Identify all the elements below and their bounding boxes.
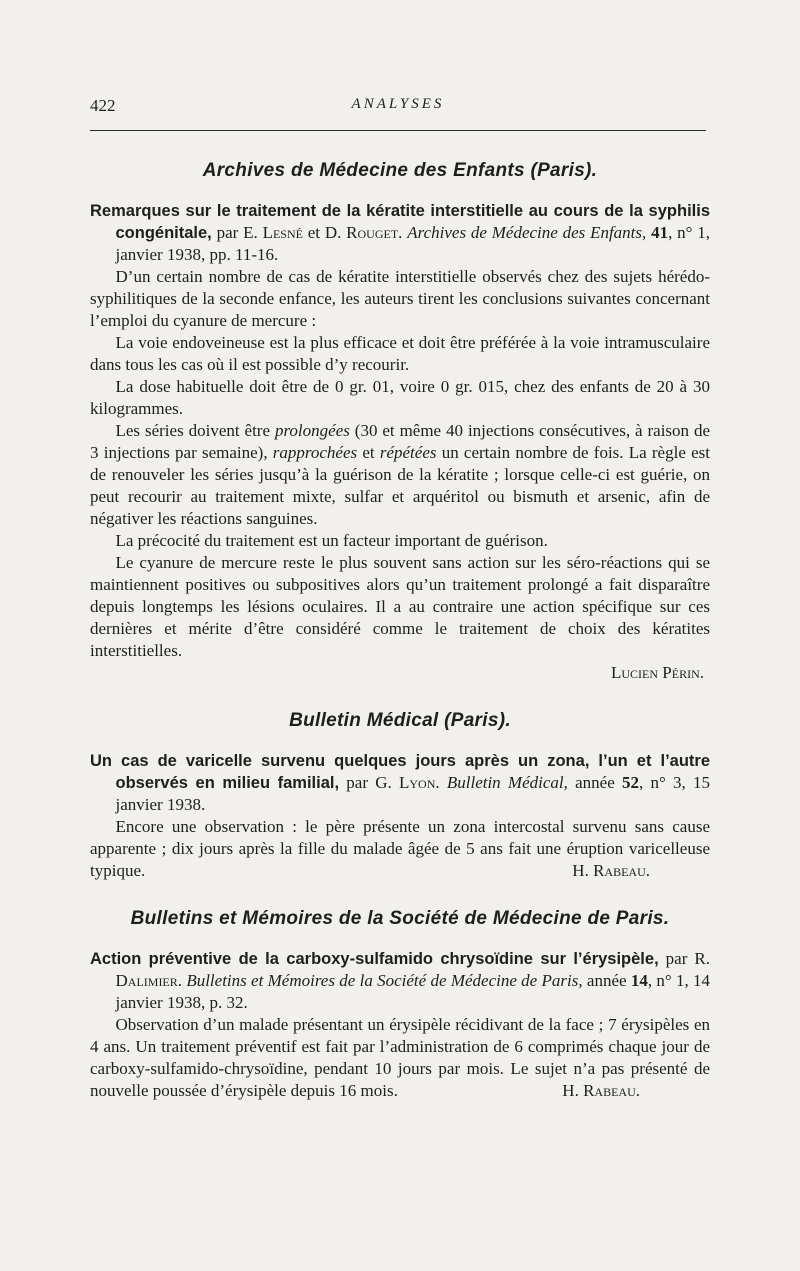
paragraph: La dose habituelle doit être de 0 gr. 01, voire 0 gr. 015, chez des enfants de 20 à 30 kilogrammes. [90, 377, 710, 418]
author-name: Dalimier [115, 971, 178, 990]
article-heading: Remarques sur le traitement de la kératite interstitielle au cours de la syphilis congénitale, par E. Lesné et D. Rouget. Archives de Médecine des Enfants, 41, n° 1, janvier 1938, pp. 11-16. [90, 202, 711, 264]
author-name: Lesné [262, 223, 303, 242]
section-title: Bulletin Médical (Paris). [289, 710, 511, 731]
paragraph: La précocité du traitement est un facteur important de guérison. [115, 531, 548, 550]
article-title: Un cas de varicelle survenu quelques jours après un zona, l’un et l’autre observés en milieu familial, [90, 752, 710, 792]
author-name: Lyon [398, 773, 436, 792]
article-heading: Action préventive de la carboxy-sulfamido chrysoïdine sur l’érysipèle, par R. Dalimier. Bulletins et Mémoires de la Société de Médecine de Paris, année 14, n° 1, 14 janvier 1938, p. 32. [90, 949, 710, 1012]
section-title: Archives de Médecine des Enfants (Paris). [202, 160, 598, 181]
paragraph: Le cyanure de mercure reste le plus souvent sans action sur les séro-réactions qui se maintiennent positives ou subpositives alors qu’un traitement prolongé a fait disparaître depuis longtemps les lésions oculaires. Il a au contraire une action spécifique sur ces dernières et mérite d’être considéré comme le traitement de choix des kératites interstitielles. [90, 553, 710, 660]
author-name: Rouget [346, 223, 399, 242]
volume-number: 41 [651, 223, 669, 242]
signature: Lucien Périn. [611, 663, 704, 682]
paragraph: D’un certain nombre de cas de kératite interstitielle observés chez des sujets hérédo-syphilitiques de la seconde enfance, les auteurs tirent les conclusions suivantes concernant l’emploi du cyanure de mercure : [90, 267, 710, 330]
page-number: 422 [90, 96, 116, 115]
journal-name: Bulletin Médical, [446, 773, 568, 792]
article-heading: Un cas de varicelle survenu quelques jours après un zona, l’un et l’autre observés en milieu familial, par G. Lyon. Bulletin Médical, année 52, n° 3, 15 janvier 1938. [90, 752, 710, 814]
journal-name: Bulletins et Mémoires de la Société de Médecine de Paris, [186, 971, 583, 990]
page-header [90, 96, 706, 120]
paragraph-with-signature [90, 1014, 710, 1102]
paragraph: La voie endoveineuse est la plus efficace et doit être préférée à la voie intramusculaire dans tous les cas où il est possible d’y recourir. [90, 333, 710, 374]
signature: H. Rabeau. [562, 1081, 640, 1100]
page-content [90, 160, 710, 1102]
article-title: Action préventive de la carboxy-sulfamido chrysoïdine sur l’érysipèle, [90, 950, 659, 968]
section-bulletins-memoires [90, 908, 710, 1102]
journal-name: Archives de Médecine des Enfants, [407, 223, 647, 242]
paragraph: Encore une observation : le père présente un zona intercostal survenu sans cause apparente ; dix jours après la fille du malade âgée de 5 ans fait une éruption varicelleuse typique. [90, 817, 710, 880]
volume-number: 52 [621, 773, 639, 792]
section-title: Bulletins et Mémoires de la Société de Médecine de Paris. [130, 908, 670, 929]
article-title: Remarques sur le traitement de la kératite interstitielle au cours de la syphilis congénitale, [90, 202, 710, 242]
paragraph-with-signature [90, 816, 710, 882]
section-archives [90, 160, 710, 684]
section-bulletin-medical [90, 710, 710, 882]
paragraph: Les séries doivent être prolongées (30 et même 40 injections consécutives, à raison de 3 injections par semaine), rapprochées et répétées un certain nombre de fois. La règle est de renouveler les séries jusqu’à la guérison de la kératite ; lorsque celle-ci est guérie, on peut recourir au traitement mixte, sulfar et arquéritol ou bismuth et arsenic, afin de négativer les réactions sanguines. [90, 421, 711, 528]
running-head: ANALYSES [351, 96, 445, 112]
paragraph: Observation d’un malade présentant un érysipèle récidivant de la face ; 7 érysipèles en 4 ans. Un traitement préventif est fait par l’administration de 6 comprimés chaque jour de carboxy-sulfamido-chrysoïdine, pendant 10 jours par mois. Le sujet n’a pas présenté de nouvelle poussée d’érysipèle depuis 16 mois. [90, 1015, 710, 1100]
volume-number: 14 [630, 971, 648, 990]
header-rule [90, 130, 706, 131]
signature: H. Rabeau. [572, 861, 650, 880]
